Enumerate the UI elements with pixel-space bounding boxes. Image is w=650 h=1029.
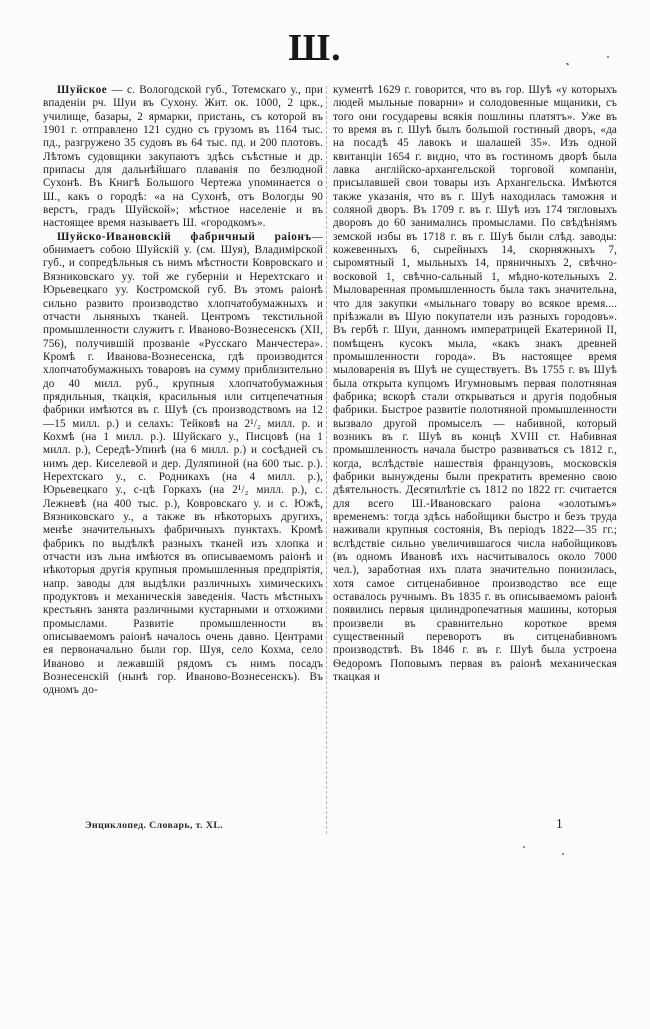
imprint-note: Энциклопед. Словарь, т. XL. bbox=[85, 820, 224, 831]
article-columns bbox=[43, 84, 617, 698]
scan-speck bbox=[562, 853, 564, 855]
page-number: 1 bbox=[556, 816, 563, 831]
scan-speck bbox=[523, 846, 525, 848]
right-column bbox=[333, 84, 617, 698]
section-letter-heading: Ш. bbox=[288, 27, 342, 69]
article-term: Шуйское bbox=[57, 84, 108, 96]
article-term: Шуйско-Ивановскій фабричный раіонъ bbox=[57, 230, 312, 243]
left-column bbox=[43, 84, 323, 698]
article-paragraph: кументѣ 1629 г. говорится, что въ гор. Шуѣ «у которыхъ людей мыльные поварни» и солодовенные мщаники, съ того они государевы всякія пошлины платятъ». Уже въ то время въ г. Шуѣ былъ большой гостиный дворъ, «да на посадѣ 45 лавокъ и шалашей 35». Изъ одной квитанціи 1654 г. видно, что въ гостиномъ дворѣ была лавка англійско-архангельской торговой компаніи, присылавшей свои товары изъ Архангельска. Имѣются также указанія, что въ г. Шуѣ находилась таможня и соляной дворъ. Въ 1709 г. въ г. Шуѣ изъ 174 тягловыхъ дворовъ до 60 занимались промыслами. По свѣдѣніямъ земской избы въ 1718 г. въ г. Шуѣ были слѣд. заводы: кожевенныхъ 6, сырейныхъ 14, скорняжныхъ 7, сыромятный 1, мыльныхъ 14, пряничныхъ 2, свѣчно-восковой 1, свѣчно-сальный 1, мѣдно-котельныхъ 2. Мыловаренная промышленность была такъ значительна, что для закупки «мыльнаго товару во всякое время.... пріѣзжали въ Шую покупатели изъ разныхъ городовъ». Въ гербѣ г. Шуи, данномъ императрицей Екатериной II, помѣщенъ кусокъ мыла, «какъ знакъ древней промышленности города». Въ настоящее время мыловаренія въ Шуѣ не существуетъ. Въ 1755 г. въ Шуѣ была открыта купцомъ Игумновымъ первая полотняная фабрика; вскорѣ стали открываться и другія подобныя фабрики. Быстрое развитіе полотняной промышленности вызвало другой промыселъ — набивной, который возникъ въ г. Шуѣ въ концѣ XVIII ст. Набивная промышленность начала быстро развиваться съ 1812 г., когда, вслѣдствіе нашествія французовъ, московскія фабрики вынуждены были прекратить временно свою дѣятельность. Десятилѣтіе съ 1812 по 1822 гг. считается для всего Ш.-Ивановскаго раіона «золотымъ» временемъ: тогда здѣсь набойщики быстро и безъ труда наживали крупныя состоянія, Въ періодъ 1822—35 гг.; вслѣдствіе сильно увеличившагося числа набойщиковъ (въ одномъ Ивановѣ ихъ насчитывалось около 7000 чел.), заработная ихъ плата значительно понизилась, хотя самое ситценабивное производство все еще оставалось ручнымъ. Въ 1835 г. въ описываемомъ раіонѣ появились первыя цилиндропечатныя машины, которыя произвели въ сравнительно короткое время существенный переворотъ въ ситценабивномъ производствѣ. Въ 1846 г. въ г. Шуѣ была устроена Ѳедоромъ Поповымъ первая въ раіонѣ механическая ткацкая и bbox=[333, 84, 617, 684]
scan-speck bbox=[607, 56, 609, 58]
column-divider-rule bbox=[326, 86, 327, 834]
article-paragraph: Шуйское — с. Вологодской губ., Тотемскаго у., при впаденіи рч. Шуи въ Сухону. Жит. ок. 1000, 2 црк., училище, базары, 2 ярмарки, пристань, съ которой въ 1901 г. отправлено 121 судно съ грузомъ въ 1164 тыс. пд., разгружено 35 судовъ въ 64 тыс. пд. и 200 плотовъ. Лѣтомъ судовщики закупаютъ здѣсь съѣстные и др. припасы для дальнѣйшаго плаванія по безлюдной Сухонѣ. Въ Книгѣ Большого Чертежа упоминается о Ш., какъ о городѣ: «а на Сухонѣ, отъ Вологды 90 верстъ, градъ Шуйской»; мѣстное населеніе и въ настоящее время называетъ Ш. «городкомъ». bbox=[43, 84, 323, 230]
article-paragraph: Шуйско-Ивановскій фабричный раіонъ—обнимаетъ собою Шуйскій у. (см. Шуя), Владимірской губ., и сопредѣльныя съ нимъ мѣстности Ковровскаго и Вязниковскаго уу. той же губерніи и Нерехтскаго и Юрьевецкаго уу. Костромской губ. Въ этомъ раіонѣ сильно развито производство хлопчатобумажныхъ и отчасти льняныхъ тканей. Центромъ текстильной промышленности служитъ г. Иваново-Вознесенскъ (XII, 756), получившій прозваніе «Русскаго Манчестера». Кромѣ г. Иванова-Вознесенска, гдѣ производится хлопчатобумажныхъ товаровъ на сумму приблизительно до 40 милл. руб., крупныя хлопчатобумажныя прядильныя, ткацкія, красильныя или ситцепечатныя фабрики имѣются въ г. Шуѣ (съ производствомъ на 12—15 милл. р.) и селахъ: Тейковѣ на 2¹/₂ милл. р. и Кохмѣ (на 1 милл. р.). Шуйскаго у., Писцовѣ (на 1 милл. р.), Середѣ-Упинѣ (на 6 милл. р.) и сосѣдней съ нимъ дер. Киселевой и дер. Дуляпиной (на 600 тыс. р.). Нерехтскаго у., с. Родникахъ (на 4 милл. р.), Юрьевецкаго у., с-цѣ Горкахъ (на 2¹/₂ милл. р.), с. Лежневѣ (на 400 тыс. р.), Ковровскаго у. и с. Южѣ, Вязниковскаго у., а также въ нѣкоторыхъ другихъ, менѣе значительныхъ фабричныхъ пунктахъ. Кромѣ фабрикъ по выдѣлкѣ разныхъ тканей изъ хлопка и отчасти изъ льна имѣются въ описываемомъ раіонѣ и нѣкоторыя другія крупныя промышленныя предпріятія, напр. заводы для выдѣлки различныхъ химическихъ продуктовъ и механическія заведенія. Часть мѣстныхъ крестьянъ занята различными кустарными и отхожими промыслами. Развитіе промышленности въ описываемомъ раіонѣ началось очень давно. Центрами ея первоначально были гор. Шуя, село Кохма, село Иваново и лежавшій рядомъ съ нимъ посадъ Вознесенскій (нынѣ гор. Иваново-Вознесенскъ). Въ одномъ до- bbox=[43, 230, 323, 697]
